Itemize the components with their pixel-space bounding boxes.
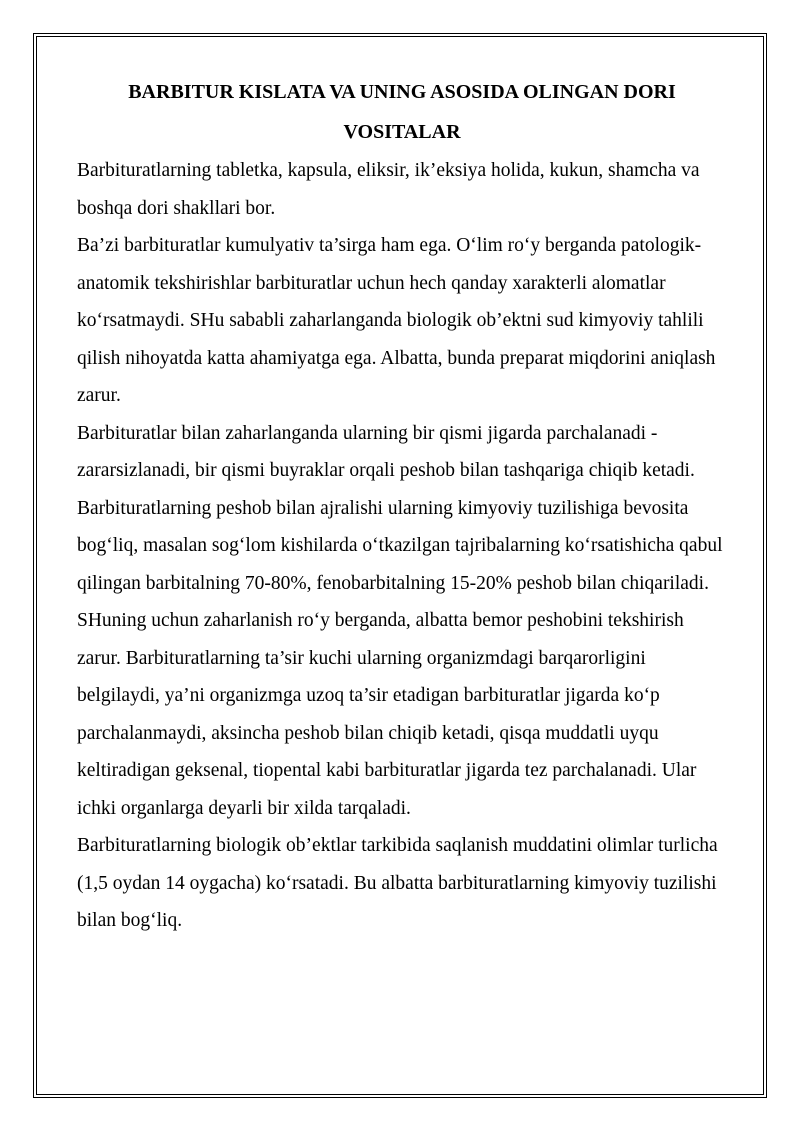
paragraph-1: Barbituratlarning tabletka, kapsula, eliksir, ik’eksiya holida, kukun, shamcha va boshqa dori shakllari bor. — [77, 160, 700, 219]
document-body — [77, 72, 727, 940]
paragraph-2: Ba’zi barbituratlar kumulyativ ta’sirga ham ega. O‘lim ro‘y berganda patologik-anatomik tekshirishlar barbituratlar uchun hech qanday xarakterli alomatlar ko‘rsatmaydi. SHu sababli zaharlanganda biologik ob’ektni sud kimyoviy tahlili qilish nihoyatda katta ahamiyatga ega. Albatta, bunda preparat miqdorini aniqlash zarur. — [77, 235, 716, 406]
document-title: BARBITUR KISLATA VA UNING ASOSIDA OLINGAN DORI VOSITALAR — [128, 81, 676, 143]
paragraph-5: Barbituratlarning biologik ob’ektlar tarkibida saqlanish muddatini olimlar turlicha (1,5 oydan 14 oygacha) ko‘rsatadi. Bu albatta barbituratlarning kimyoviy tuzilishi bilan bog‘liq. — [77, 835, 718, 931]
paragraph-3: Barbituratlar bilan zaharlanganda ularning bir qismi jigarda parchalanadi - zararsizlanadi, bir qismi buyraklar orqali peshob bilan tashqariga chiqib ketadi. — [77, 422, 695, 481]
paragraph-4: Barbituratlarning peshob bilan ajralishi ularning kimyoviy tuzilishiga bevosita bog‘liq, masalan sog‘lom kishilarda o‘tkazilgan tajribalarning ko‘rsatishicha qabul qilingan barbitalning 70-80%, fenobarbitalning 15-20% peshob bilan chiqariladi. SHuning uchun zaharlanish ro‘y berganda, albatta bemor peshobini tekshirish zarur. Barbituratlarning ta’sir kuchi ularning organizmdagi barqarorligini belgilaydi, ya’ni organizmga uzoq ta’sir etadigan barbituratlar jigarda ko‘p parchalanmaydi, aksincha peshob bilan chiqib ketadi, qisqa muddatli uyqu keltiradigan geksenal, tiopental kabi barbituratlar jigarda tez parchalanadi. Ular ichki organlarga deyarli bir xilda tarqaladi. — [77, 497, 723, 819]
